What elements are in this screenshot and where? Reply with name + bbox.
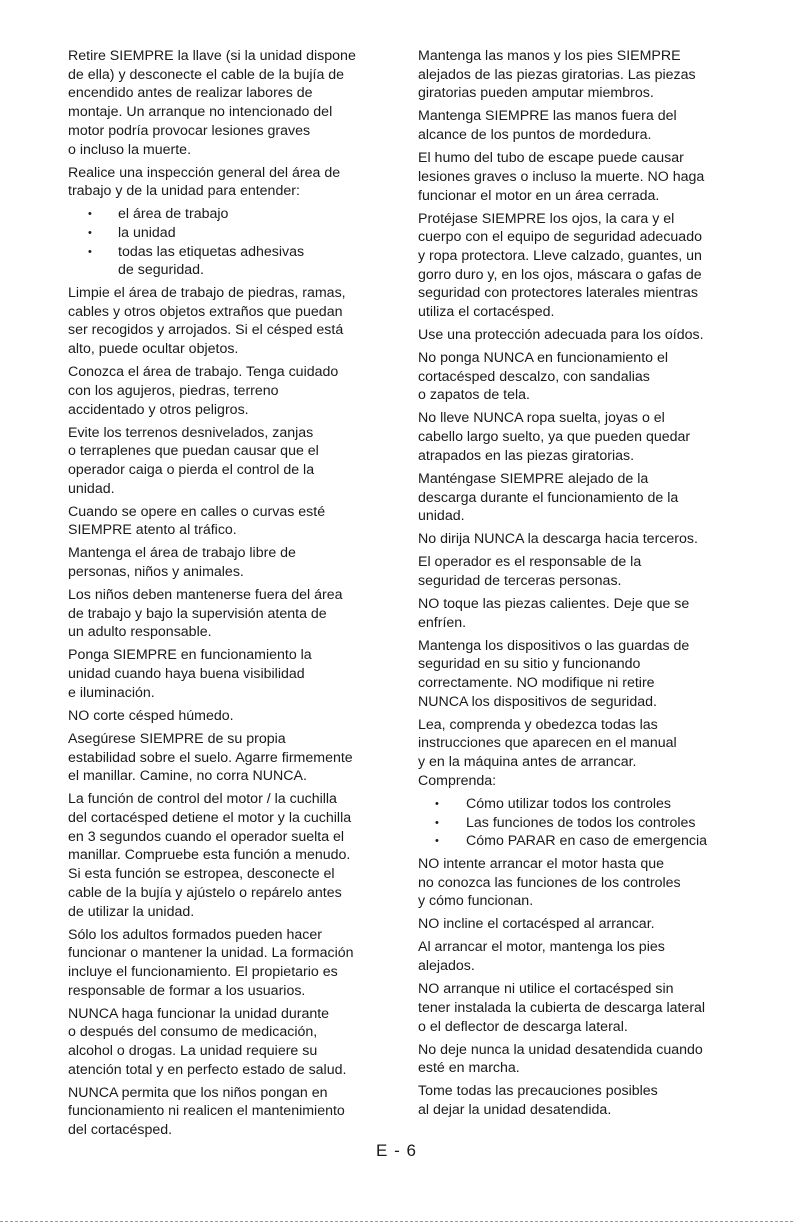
- paragraph-traffic: Cuando se opere en calles o curvas esté SIEMPRE atento al tráfico.: [68, 503, 326, 539]
- paragraph-remove-key: Retire SIEMPRE la llave (si la unidad dispone de ella) y desconecte el cable de la bujía de encendido antes de realizar labores de montaje. Un arranque no intencionado del motor podría provocar lesiones graves o incluso la muerte.: [68, 48, 356, 158]
- right-column: [418, 47, 740, 1124]
- paragraph-know-controls: NO intente arrancar el motor hasta que no conozca las funciones de los controles y cómo funcionan.: [418, 855, 681, 910]
- paragraph-avoid-terrain: Evite los terrenos desnivelados, zanjas o terraplenes que puedan causar que el operador caiga o pierda el control de la unidad.: [68, 424, 319, 497]
- paragraph-clear-area: Limpie el área de trabajo de piedras, ramas, cables y otros objetos extraños que puedan ser recogidos y arrojados. Si el césped está alto, puede ocultar objetos.: [68, 285, 346, 358]
- paragraph-children: Los niños deben mantenerse fuera del área de trabajo y bajo la supervisión atenta de un adulto responsable.: [68, 587, 343, 641]
- paragraph-safety-devices: Mantenga los dispositivos o las guardas de seguridad en su sitio y funcionando correctamente. NO modifique ni retire NUNCA los dispositivos de seguridad.: [418, 637, 690, 710]
- bottom-divider: [0, 1221, 793, 1222]
- paragraph-keep-clear: Mantenga el área de trabajo libre de personas, niños y animales.: [68, 545, 296, 581]
- paragraph-footwear: No ponga NUNCA en funcionamiento el cortacésped descalzo, con sandalias o zapatos de tela.: [418, 350, 669, 404]
- paragraph-read-manual: Lea, comprenda y obedezca todas las instrucciones que aparecen en el manual y en la máquina antes de arrancar. Comprenda:: [418, 716, 677, 789]
- paragraph-discharge-away: Manténgase SIEMPRE alejado de la descarga durante el funcionamiento de la unidad.: [418, 470, 679, 525]
- list-item: • Cómo PARAR en caso de emergencia: [418, 832, 740, 851]
- page-number: E - 6: [376, 1141, 417, 1160]
- paragraph-medication: NUNCA haga funcionar la unidad durante o después del consumo de medicación, alcohol o drogas. La unidad requiere su atención total y en perfecto estado de salud.: [68, 1005, 347, 1078]
- paragraph-blade-control: La función de control del motor / la cuchilla del cortacésped detiene el motor y la cuchilla en 3 segundos cuando el operador suelta el manillar. Compruebe esta función a menudo. Si esta función se estropea, desconecte el cable de la bujía y ajústelo o repárelo antes de utilizar la unidad.: [68, 791, 352, 920]
- paragraph-protection: Protéjase SIEMPRE los ojos, la cara y el cuerpo con el equipo de seguridad adecuado y ropa protectora. Lleve calzado, guantes, un gorro duro y, en los ojos, máscara o gafas de seguridad con protectores laterales mientras utiliza el cortacésped.: [418, 210, 702, 321]
- paragraph-loose-clothing: No lleve NUNCA ropa suelta, joyas o el cabello largo suelto, ya que pueden quedar atrapados en las piezas giratorias.: [418, 410, 691, 464]
- left-column: [68, 47, 390, 1144]
- paragraph-rotating-parts: Mantenga las manos y los pies SIEMPRE alejados de las piezas giratorias. Las piezas giratorias pueden amputar miembros.: [418, 48, 696, 102]
- paragraph-wet-grass: NO corte césped húmedo.: [68, 707, 234, 724]
- paragraph-no-children: NUNCA permita que los niños pongan en funcionamiento ni realicen el mantenimiento del cortacésped.: [68, 1084, 345, 1139]
- paragraph-visibility: Ponga SIEMPRE en funcionamiento la unidad cuando haya buena visibilidad e iluminación.: [68, 647, 312, 701]
- paragraph-unattended: No deje nunca la unidad desatendida cuando esté en marcha.: [418, 1041, 703, 1077]
- paragraph-discharge-cover: NO arranque ni utilice el cortacésped sin tener instalada la cubierta de descarga lateral o el deflector de descarga lateral.: [418, 981, 706, 1035]
- paragraph-hearing: Use una protección adecuada para los oídos.: [418, 327, 704, 344]
- list-item: • la unidad: [68, 224, 390, 243]
- paragraph-pinch-points: Mantenga SIEMPRE las manos fuera del alcance de los puntos de mordedura.: [418, 108, 677, 144]
- paragraph-no-tilt: NO incline el cortacésped al arrancar.: [418, 916, 655, 933]
- paragraph-trained-adults: Sólo los adultos formados pueden hacer funcionar o mantener la unidad. La formación incluye el funcionamiento. El propietario es responsable de formar a los usuarios.: [68, 926, 354, 999]
- list-item: • Las funciones de todos los controles: [418, 814, 740, 833]
- inspection-list: [68, 205, 390, 280]
- controls-list: [418, 795, 740, 851]
- list-item: • todas las etiquetas adhesivas de seguridad.: [68, 243, 390, 280]
- paragraph-know-area: Conozca el área de trabajo. Tenga cuidado con los agujeros, piedras, terreno accidentado y otros peligros.: [68, 364, 339, 418]
- paragraph-hot-parts: NO toque las piezas calientes. Deje que se enfríen.: [418, 595, 690, 631]
- paragraph-feet-away: Al arrancar el motor, mantenga los pies alejados.: [418, 939, 665, 975]
- paragraph-precautions: Tome todas las precauciones posibles al dejar la unidad desatendida.: [418, 1083, 658, 1118]
- paragraph-exhaust: El humo del tubo de escape puede causar lesiones graves o incluso la muerte. NO haga funcionar el motor en un área cerrada.: [418, 150, 705, 204]
- paragraph-stability: Asegúrese SIEMPRE de su propia estabilidad sobre el suelo. Agarre firmemente el manillar. Camine, no corra NUNCA.: [68, 730, 353, 785]
- paragraph-operator-responsible: El operador es el responsable de la seguridad de terceras personas.: [418, 554, 642, 589]
- paragraph-discharge-others: No dirija NUNCA la descarga hacia terceros.: [418, 531, 698, 548]
- paragraph-inspect-area: Realice una inspección general del área de trabajo y de la unidad para entender:: [68, 164, 341, 200]
- list-item: • Cómo utilizar todos los controles: [418, 795, 740, 814]
- list-item: • el área de trabajo: [68, 205, 390, 224]
